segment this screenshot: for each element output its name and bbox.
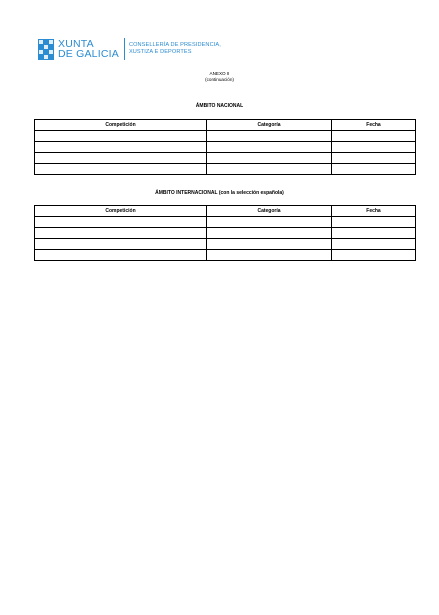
- table-header-row: [35, 206, 416, 217]
- national-table: [34, 119, 416, 175]
- column-header-competition: Competición: [35, 120, 207, 131]
- table-cell[interactable]: [35, 228, 207, 239]
- table-row: [35, 131, 416, 142]
- column-header-category: Categoría: [207, 120, 332, 131]
- table-cell[interactable]: [207, 250, 332, 261]
- table-cell[interactable]: [35, 239, 207, 250]
- xunta-logo: [38, 37, 221, 61]
- table-cell[interactable]: [35, 131, 207, 142]
- xunta-emblem-icon: [38, 39, 54, 60]
- table-cell[interactable]: [35, 153, 207, 164]
- org-name-line2: DE GALICIA: [58, 48, 119, 60]
- org-name: [58, 39, 119, 59]
- table-cell[interactable]: [207, 217, 332, 228]
- department-line2: XUSTIZA E DEPORTES: [128, 49, 192, 55]
- column-header-date: Fecha: [332, 120, 416, 131]
- table-cell[interactable]: [332, 250, 416, 261]
- annex-heading: [0, 71, 439, 82]
- annex-title: ANEXO II: [209, 71, 230, 76]
- table-row: [35, 239, 416, 250]
- section-title-national: ÁMBITO NACIONAL: [195, 103, 244, 109]
- table-cell[interactable]: [332, 164, 416, 175]
- table-cell[interactable]: [35, 142, 207, 153]
- column-header-competition: Competición: [35, 206, 207, 217]
- international-table: [34, 205, 416, 261]
- table-row: [35, 153, 416, 164]
- table-cell[interactable]: [35, 164, 207, 175]
- table-cell[interactable]: [332, 142, 416, 153]
- table-row: [35, 164, 416, 175]
- table-row: [35, 250, 416, 261]
- department-line1: CONSELLERÍA DE PRESIDENCIA,: [128, 42, 221, 48]
- table-row: [35, 142, 416, 153]
- section-title-international: ÁMBITO INTERNACIONAL (con la selección española): [155, 190, 284, 196]
- table-cell[interactable]: [332, 153, 416, 164]
- logo-divider: [124, 38, 125, 60]
- table-cell[interactable]: [207, 142, 332, 153]
- table-cell[interactable]: [207, 131, 332, 142]
- table-cell[interactable]: [207, 164, 332, 175]
- table-cell[interactable]: [207, 239, 332, 250]
- column-header-category: Categoría: [207, 206, 332, 217]
- annex-subtitle: (continuación): [205, 76, 234, 82]
- table-row: [35, 228, 416, 239]
- table-cell[interactable]: [332, 228, 416, 239]
- table-cell[interactable]: [332, 239, 416, 250]
- column-header-date: Fecha: [332, 206, 416, 217]
- table-cell[interactable]: [207, 153, 332, 164]
- table-cell[interactable]: [332, 131, 416, 142]
- table-row: [35, 217, 416, 228]
- table-cell[interactable]: [207, 228, 332, 239]
- table-cell[interactable]: [332, 217, 416, 228]
- table-header-row: [35, 120, 416, 131]
- department-name: [129, 42, 221, 56]
- table-cell[interactable]: [35, 250, 207, 261]
- org-name-line1: XUNTA: [58, 38, 94, 50]
- table-cell[interactable]: [35, 217, 207, 228]
